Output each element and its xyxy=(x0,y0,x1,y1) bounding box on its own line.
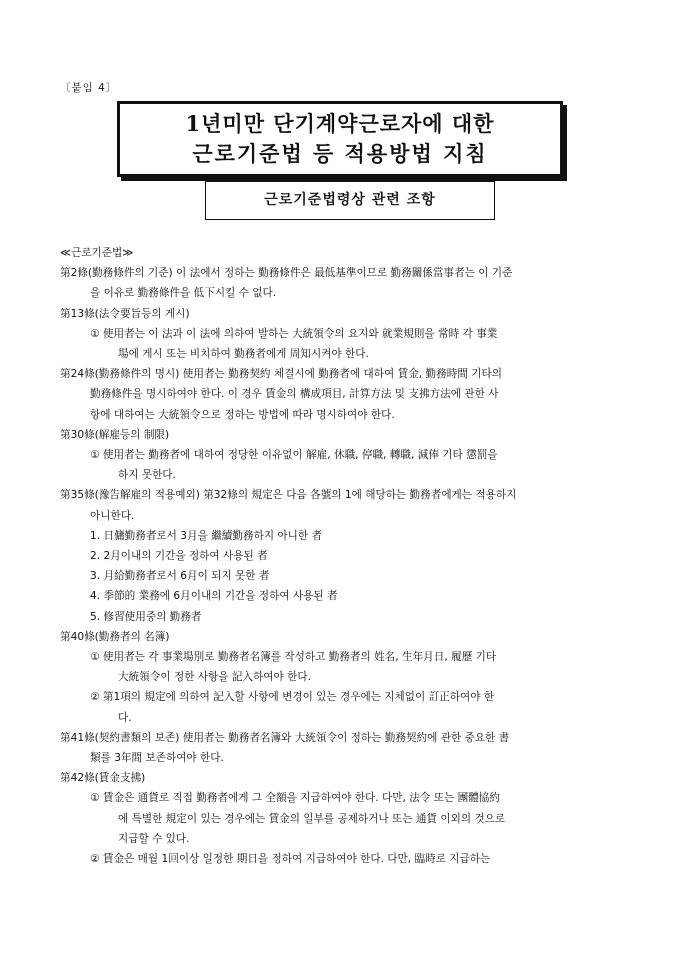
article-line: 第24條(勤務條件의 명시) 使用者는 勤務契約 체결시에 勤務者에 대하여 賃金, 勤務時間 기타의 xyxy=(60,368,502,381)
article-line: 2. 2月이내의 기간을 정하여 사용된 者 xyxy=(90,550,268,563)
subtitle-box: 근로기준법령상 관련 조항 xyxy=(205,181,495,220)
article-line: ② 賃金은 매월 1回이상 일정한 期日을 정하여 지급하여야 한다. 다만, 臨時로 지급하는 xyxy=(90,853,491,866)
attachment-label: 〔붙임 4〕 xyxy=(60,82,118,94)
article-line: 第41條(契約書類의 보존) 使用者는 勤務者名簿와 大統領令이 정하는 勤務契約에 관한 중요한 書 xyxy=(60,731,510,744)
article-line: ① 使用者는 각 事業場別로 勤務者名簿를 작성하고 勤務者의 姓名, 生年月日, 履歷 기타 xyxy=(90,651,497,664)
article-line: ② 第1項의 規定에 의하여 記入할 사항에 변경이 있는 경우에는 지체없이 訂正하여야 한 xyxy=(90,691,495,704)
title-line-2: 근로기준법 등 적용방법 지침 xyxy=(192,141,488,166)
article-line: 에 특별한 規定이 있는 경우에는 賃金의 일부를 공제하거나 또는 通貨 이외의 것으로 xyxy=(118,812,506,825)
article-line: 항에 대하여는 大統領令으로 정하는 방법에 따라 명시하여야 한다. xyxy=(90,408,395,421)
article-line: 第42條(賃金支拂) xyxy=(60,772,146,785)
article-line: ① 使用者는 勤務者에 대하여 정당한 이유없이 解雇, 休職, 停職, 轉職, 減俸 기타 懲罰을 xyxy=(90,449,498,462)
article-line: ① 賃金은 通貨로 직접 勤務者에게 그 全額을 지급하여야 한다. 다만, 法令 또는 團體協約 xyxy=(90,792,500,805)
document-body xyxy=(60,243,626,869)
section-label: ≪근로기준법≫ xyxy=(60,247,134,259)
article-line: ① 使用者는 이 法과 이 法에 의하여 발하는 大統領令의 요지와 就業規則을 常時 각 事業 xyxy=(90,327,498,340)
article-line: 第35條(豫告解雇의 적용예외) 第32條의 規定은 다음 各號의 1에 해당하는 勤務者에게는 적용하지 xyxy=(60,489,517,502)
article-line: 第2條(勤務條件의 기준) 이 法에서 정하는 勤務條件은 最低基準이므로 勤務關係當事者는 이 기준 xyxy=(60,267,513,280)
article-line: 다. xyxy=(118,711,132,724)
article-line: 大統領令이 정한 사항을 記入하여야 한다. xyxy=(118,671,311,684)
article-line: 第30條(解雇등의 制限) xyxy=(60,428,170,441)
article-line: 第40條(勤務者의 名簿) xyxy=(60,630,170,643)
article-line: 을 이유로 勤務條件을 低下시킬 수 없다. xyxy=(90,287,277,300)
article-line: 지급할 수 있다. xyxy=(118,832,190,845)
article-line: 3. 月給勤務者로서 6月이 되지 못한 者 xyxy=(90,570,270,583)
article-line: 5. 修習使用중의 勤務者 xyxy=(90,610,202,623)
article-line: 하지 못한다. xyxy=(118,469,176,482)
article-line: 場에 게시 또는 비치하여 勤務者에게 周知시켜야 한다. xyxy=(118,348,369,361)
article-line: 아니한다. xyxy=(90,509,135,522)
title-line-1: 1년미만 단기계약근로자에 대한 xyxy=(185,111,495,136)
article-line: 第13條(法令要旨등의 게시) xyxy=(60,307,190,320)
article-line: 1. 日傭勤務者로서 3月을 繼續勤務하지 아니한 者 xyxy=(90,529,323,542)
article-line: 4. 季節的 業務에 6月이내의 기간을 정하여 사용된 者 xyxy=(90,590,338,603)
title-box xyxy=(117,101,563,177)
article-line: 勤務條件을 명시하여야 한다. 이 경우 賃金의 構成項目, 計算方法 및 支拂方法에 관한 사 xyxy=(90,388,499,401)
article-line: 類를 3年間 보존하여야 한다. xyxy=(90,752,224,765)
